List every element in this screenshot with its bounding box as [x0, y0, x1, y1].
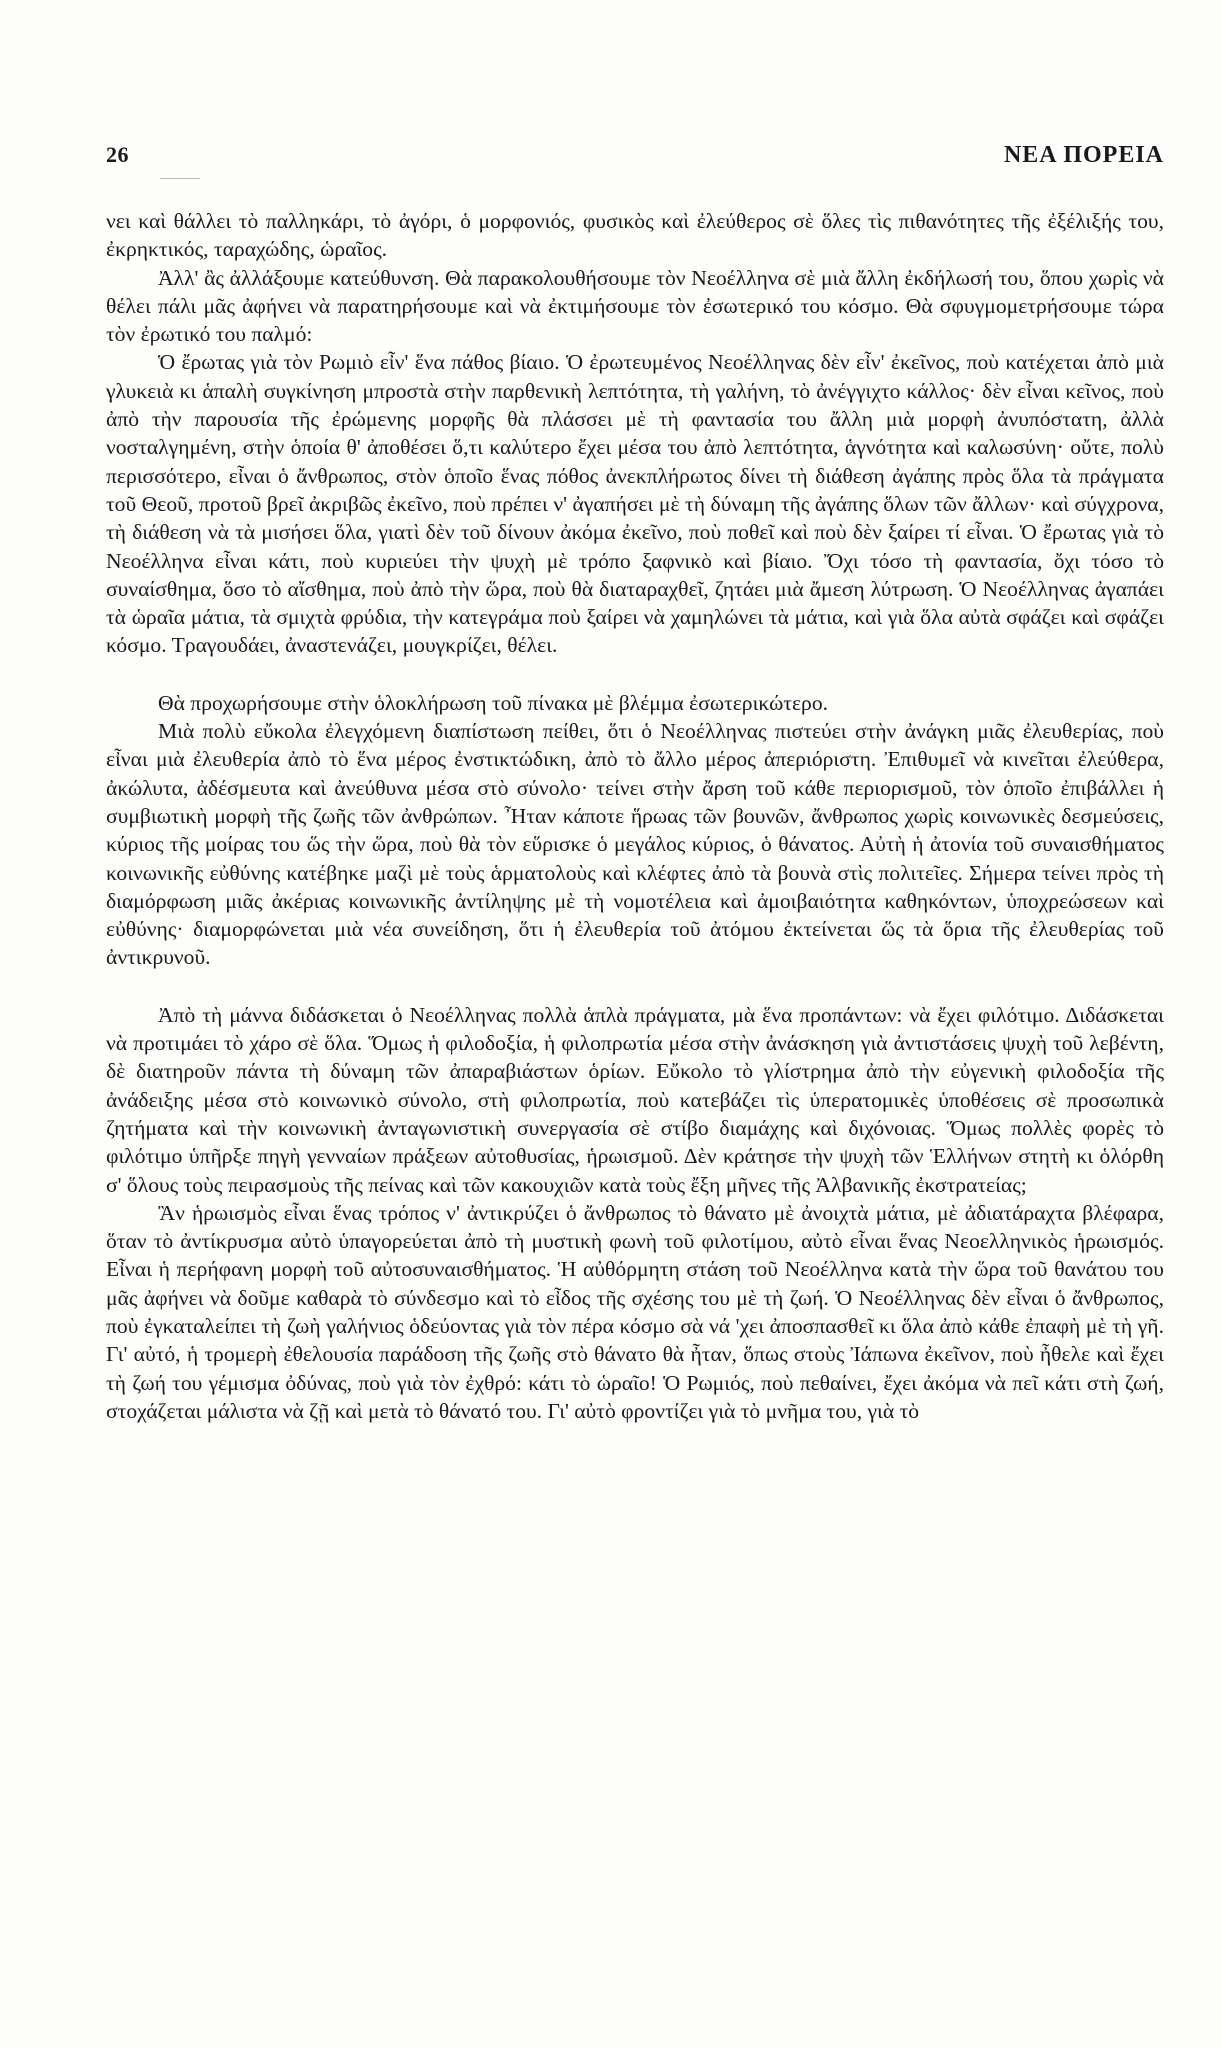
page-number: 26: [106, 142, 129, 167]
paragraph: νει καὶ θάλλει τὸ παλληκάρι, τὸ ἀγόρι, ὁ μορφονιός, φυσικὸς καὶ ἐλεύθερος σὲ ὅλες τὶς πιθανότητες τῆς ἐξέλιξής του, ἐκρηκτικός, ταραχώδης, ὡραῖος.: [106, 209, 1164, 262]
paragraph: Ὁ ἔρωτας γιὰ τὸν Ρωμιὸ εἶν' ἕνα πάθος βίαιο. Ὁ ἐρωτευμένος Νεοέλληνας δὲν εἶν' ἐκεῖνος, ποὺ κατέχεται ἀπὸ μιὰ γλυκειὰ κι ἁπαλὴ συγκίνηση μπροστὰ στὴν παρθενικὴ λεπτότητα, τὴ γαλήνη, τὸ ἀνέγγιχτο κάλλος· δὲν εἶναι κεῖνος, ποὺ ἀπὸ τὴν παρουσία τῆς ἐρώμενης μορφῆς θὰ πλάσσει μὲ τὴ φαντασία του ἄλλη μιὰ μορφὴ ἀνυπόστατη, ἀλλὰ νοσταλγημένη, στὴν ὁποία θ' ἀποθέσει ὅ,τι καλύτερο ἔχει μέσα του ἀπὸ λεπτότητα, ἁγνότητα καὶ καλωσύνη· οὔτε, πολὺ περισσότερο, εἶναι ὁ ἄνθρωπος, στὸν ὁποῖο ἕνας πόθος ἀνεκπλήρωτος δίνει τὴ διάθεση ἀγάπης πρὸς ὅλα τὰ πράγματα τοῦ Θεοῦ, προτοῦ βρεῖ ἀκριβῶς ἐκεῖνο, ποὺ πρέπει ν' ἀγαπήσει μὲ τὴ δύναμη τῆς ἀγάπης ὅλων τῶν ἄλλων· καὶ σύγχρονα, τὴ διάθεση νὰ τὰ μισήσει ὅλα, γιατὶ δὲν τοῦ δίνουν ἀκόμα ἐκεῖνο, ποὺ ποθεῖ καὶ ποὺ δὲν ξαίρει τί εἶναι. Ὁ ἔρωτας γιὰ τὸ Νεοέλληνα εἶναι κάτι, ποὺ κυριεύει τὴν ψυχὴ μὲ τρόπο ξαφνικὸ καὶ βίαιο. Ὄχι τόσο τὴ φαντασία, ὄχι τόσο τὸ συναίσθημα, ὅσο τὸ αἴσθημα, ποὺ ἀπὸ τὴν ὥρα, ποὺ θὰ διαταραχθεῖ, ζητάει μιὰ ἄμεση λύτρωση. Ὁ Νεοέλληνας ἀγαπάει τὰ ὡραῖα μάτια, τὰ σμιχτὰ φρύδια, τὴν κατεγράμα ποὺ ξαίρει νὰ χαμηλώνει τὰ μάτια, καὶ γιὰ ὅλα αὐτὰ σφάζει καὶ σφάζει κόσμο. Τραγουδάει, ἀναστενάζει, μουγκρίζει, θέλει.: [106, 350, 1164, 658]
page-header: [106, 142, 1164, 172]
journal-title: ΝΕΑ ΠΟΡΕΙΑ: [1003, 142, 1164, 168]
paragraph: Μιὰ πολὺ εὔκολα ἐλεγχόμενη διαπίστωση πείθει, ὅτι ὁ Νεοέλληνας πιστεύει στὴν ἀνάγκη μιᾶς ἐλευθερίας, ποὺ εἶναι μιὰ ἐλευθερία ἀπὸ τὸ ἕνα μέρος ἐνστικτώδικη, ἀπὸ τὸ ἄλλο μέρος ἀπεριόριστη. Ἐπιθυμεῖ νὰ κινεῖται ἐλεύθερα, ἀκώλυτα, ἀδέσμευτα καὶ ἀνεύθυνα μέσα στὸ σύνολο· τείνει στὴν ἄρση τοῦ κάθε περιορισμοῦ, τὸν ὁποῖο ἐπιβάλλει ἡ συμβιωτικὴ μορφὴ τῆς ζωῆς τῶν ἀνθρώπων. Ἦταν κάποτε ἥρωας τῶν βουνῶν, ἄνθρωπος χωρὶς κοινωνικὲς δεσμεύσεις, κύριος τῆς μοίρας του ὥς τὴν ὥρα, ποὺ θὰ τὸν εὕρισκε ὁ μεγάλος κύριος, ὁ θάνατος. Αὐτὴ ἡ ἀτονία τοῦ συναισθήματος κοινωνικῆς εὐθύνης κατέβηκε μαζὶ μὲ τοὺς ἁρματολοὺς καὶ κλέφτες ἀπὸ τὰ βουνὰ στὶς πολιτεῖες. Σήμερα τείνει πρὸς τὴ διαμόρφωση μιᾶς ἀκέριας κοινωνικῆς ἀντίληψης μὲ τὴ νομοτέλεια καὶ ἀμοιβαιότητα καθηκόντων, ὑποχρεώσεων καὶ εὐθύνης· διαμορφώνεται μιὰ νέα συνείδηση, ὅτι ἡ ἐλευθερία τοῦ ἀτόμου ἐκτείνεται ὥς τὰ ὅρια τῆς ἐλευθερίας τοῦ ἀντικρυνοῦ.: [106, 719, 1164, 970]
paragraph-gap: [106, 972, 1164, 1001]
paragraph: Ἀλλ' ἂς ἀλλάξουμε κατεύθυνση. Θὰ παρακολουθήσουμε τὸν Νεοέλληνα σὲ μιὰ ἄλλη ἐκδήλωσή του, ὅπου χωρὶς νὰ θέλει πάλι μᾶς ἀφήνει νὰ παρατηρήσουμε καὶ νὰ ἐκτιμήσουμε τὸν ἐσωτερικό του κόσμο. Θὰ σφυγμομετρήσουμε τώρα τὸν ἐρωτικό του παλμό:: [106, 265, 1164, 347]
paragraph: Ἂν ἡρωισμὸς εἶναι ἕνας τρόπος ν' ἀντικρύζει ὁ ἄνθρωπος τὸ θάνατο μὲ ἀνοιχτὰ μάτια, μὲ ἀδιατάραχτα βλέφαρα, ὅταν τὸ ἀντίκρυσμα αὐτὸ ὑπαγορεύεται ἀπὸ τὴ μυστικὴ φωνὴ τοῦ φιλοτίμου, αὐτὸ εἶναι ἕνας Νεοελληνικὸς ἡρωισμός. Εἶναι ἡ περήφανη μορφὴ τοῦ αὐτοσυναισθήματος. Ἡ αὐθόρμητη στάση τοῦ Νεοέλληνα κατὰ τὴν ὥρα τοῦ θανάτου του μᾶς ἀφήνει νὰ δοῦμε καθαρὰ τὸ σύνδεσμο καὶ τὸ εἶδος τῆς σχέσης του μὲ τὴ ζωή. Ὁ Νεοέλληνας δὲν εἶναι ὁ ἄνθρωπος, ποὺ ἐγκαταλείπει τὴ ζωὴ γαλήνιος ὁδεύοντας γιὰ τὸν πέρα κόσμο σὰ νά 'χει ἀποσπασθεῖ κι ὅλα ἀπὸ κάθε ἐπαφὴ μὲ τὴ γῆ. Γι' αὐτό, ἡ τρομερὴ ἐθελουσία παράδοση τῆς ζωῆς στὸ θάνατο θὰ ἦταν, ὅπως στοὺς Ἰάπωνα ἐκεῖνον, ποὺ ἦθελε καὶ ἔχει τὴ ζωή του γέμισμα ὀδύνας, ποὺ γιὰ τὸν ἐχθρό: κάτι τὸ ὡραῖο! Ὁ Ρωμιός, ποὺ πεθαίνει, ἔχει ἀκόμα νὰ πεῖ κάτι στὴ ζωή, στοχάζεται μάλιστα νὰ ζῇ καὶ μετὰ τὸ θάνατό του. Γι' αὐτὸ φροντίζει γιὰ τὸ μνῆμα του, γιὰ τὸ: [106, 1200, 1164, 1423]
header-divider: [160, 178, 200, 179]
article-body: [106, 207, 1164, 1425]
paragraph-gap: [106, 660, 1164, 689]
paragraph: Θὰ προχωρήσουμε στὴν ὁλοκλήρωση τοῦ πίνακα μὲ βλέμμα ἐσωτερικώτερο.: [158, 690, 829, 715]
paragraph: Ἀπὸ τὴ μάννα διδάσκεται ὁ Νεοέλληνας πολλὰ ἁπλὰ πράγματα, μὰ ἕνα προπάντων: νὰ ἔχει φιλότιμο. Διδάσκεται νὰ προτιμάει τὸ χάρο σὲ ὅλα. Ὅμως ἡ φιλοδοξία, ἡ φιλοπρωτία μέσα στὴν ἀνάσκηση γιὰ ἀντιστάσεις ψυχὴ τοῦ λεβέντη, δὲ διατηροῦν πάντα τὴ δύναμη τῶν ἀπαραβιάστων ὁρίων. Εὔκολο τὸ γλίστρημα ἀπὸ τὴν εὐγενικὴ φιλοδοξία τῆς ἀνάδειξης μέσα στὸ κοινωνικὸ σύνολο, στὴ φιλοπρωτία, ποὺ κατεβάζει τὶς ὑπερατομικὲς ὑποθέσεις σὲ προσωπικὰ ζητήματα καὶ τὴν κοινωνικὴ ἀνταγωνιστικὴ συνεργασία σὲ στίβο διαμάχης καὶ διχόνοιας. Ὅμως πολλὲς φορὲς τὸ φιλότιμο ὑπῆρξε πηγὴ γενναίων πράξεων αὐτοθυσίας, ἡρωισμοῦ. Δὲν κράτησε τὴν ψυχὴ τῶν Ἑλλήνων στητὴ κι ὁλόρθη σ' ὅλους τοὺς πειρασμοὺς τῆς πείνας καὶ τῶν κακουχιῶν κατὰ τοὺς ἔξη μῆνες τῆς Ἀλβανικῆς ἐκστρατείας;: [106, 1002, 1164, 1197]
